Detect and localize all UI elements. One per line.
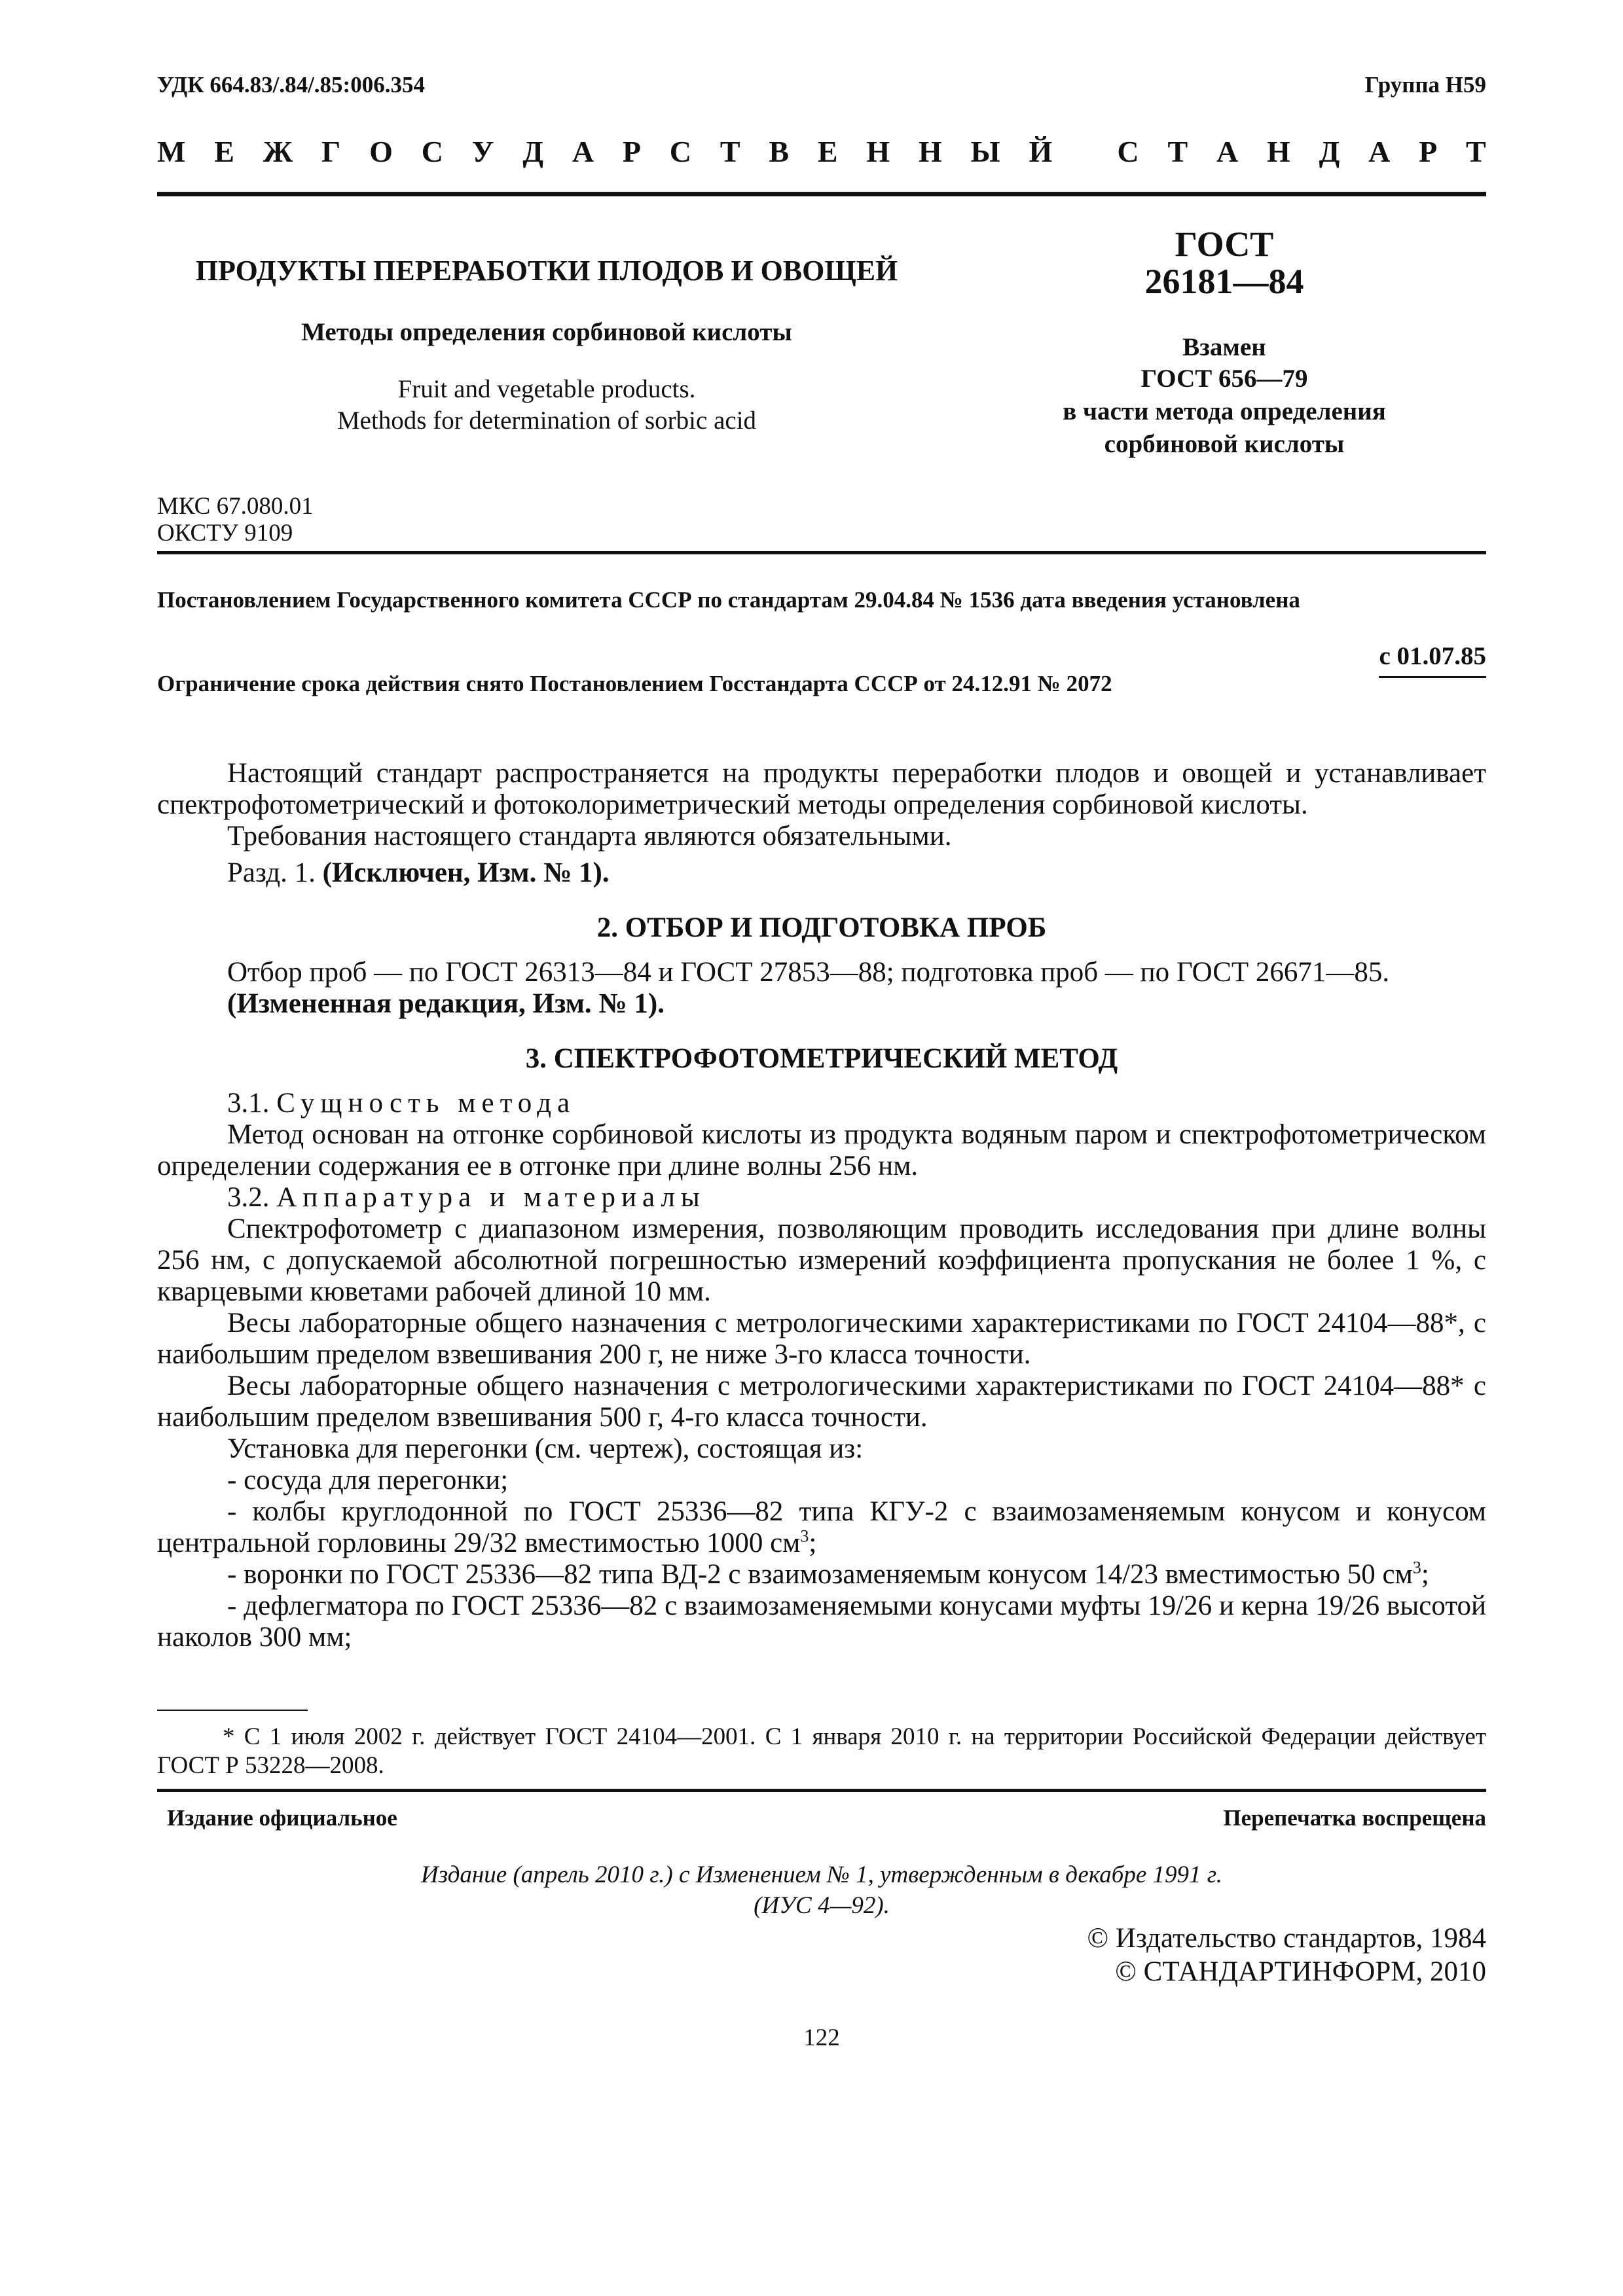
udk-code: УДК 664.83/.84/.85:006.354 — [157, 72, 425, 98]
banner-letter: Д — [522, 135, 543, 168]
banner-letter: М — [157, 135, 186, 168]
replaces-line2: ГОСТ 656—79 — [1140, 365, 1308, 393]
mid-rule — [157, 551, 1486, 554]
section2-heading: 2. ОТБОР И ПОДГОТОВКА ПРОБ — [596, 912, 1047, 943]
top-rule — [157, 192, 1486, 196]
banner-letter: Ы — [970, 135, 1000, 168]
effective-date: с 01.07.85 — [1379, 641, 1486, 678]
banner-letter: В — [769, 135, 790, 168]
copyright-2010: © СТАНДАРТИНФОРМ, 2010 — [1115, 1956, 1486, 1987]
funnel-end: ; — [1421, 1559, 1429, 1590]
banner-letter: А — [1216, 135, 1239, 168]
banner-letter: С — [1117, 135, 1139, 168]
banner-letter: Н — [918, 135, 942, 168]
official-edition: Издание официальное — [167, 1805, 397, 1831]
banner-letter: Е — [214, 135, 234, 168]
installation-paragraph: Установка для перегонки (см. чертеж), состоящая из: — [227, 1433, 864, 1464]
section3-heading: 3. СПЕКТРОФОТОМЕТРИЧЕСКИЙ МЕТОД — [525, 1043, 1118, 1074]
clause-3-1-heading — [157, 1088, 1486, 1119]
mks-code: МКС 67.080.01 — [157, 493, 314, 520]
replaces-line4: сорбиновой кислоты — [1104, 430, 1345, 458]
list-item-dephlegmator: - дефлегматора по ГОСТ 25336—82 с взаимозаменяемыми конусами муфты 19/26 и керна 19/26 высотой наколов 300 мм; — [157, 1590, 1486, 1653]
banner-letter: Т — [1466, 135, 1486, 168]
clause-3-2-heading — [157, 1182, 1486, 1213]
decree-line2: Ограничение срока действия снято Постановлением Госстандарта СССР от 24.12.91 № 2072 — [157, 671, 1112, 696]
banner-letter: Р — [1419, 135, 1438, 168]
intro-paragraph: Настоящий стандарт распространяется на продукты переработки плодов и овощей и устанавливает спектрофотометрический и фотоколориметрический методы определения сорбиновой кислоты. — [157, 758, 1486, 820]
clause-3-1-text: Метод основан на отгонке сорбиновой кислоты из продукта водяным паром и спектрофотометрическом определении содержания ее в отгонке при длине волны 256 нм. — [157, 1119, 1486, 1181]
replaces-line3: в части метода определения — [1063, 397, 1386, 425]
flask-text: - колбы круглодонной по ГОСТ 25336—82 типа КГУ-2 с взаимозаменяемым конусом и конусом центральной горловины 29/32 вместимостью 1000 см — [157, 1496, 1486, 1558]
document-title: ПРОДУКТЫ ПЕРЕРАБОТКИ ПЛОДОВ И ОВОЩЕЙ — [195, 255, 898, 287]
banner-letter: Т — [720, 135, 740, 168]
flask-end: ; — [809, 1528, 817, 1558]
banner-letter: Г — [321, 135, 341, 168]
funnel-text: - воронки по ГОСТ 25336—82 типа ВД-2 с взаимозаменяемым конусом 14/23 вместимостью 50 см — [227, 1559, 1413, 1590]
banner-letter: Р — [622, 135, 641, 168]
scales-paragraph-1: Весы лабораторные общего назначения с метрологическими характеристиками по ГОСТ 24104—88*, с наибольшим пределом взвешивания 200 г, не ниже 3-го класса точности. — [157, 1308, 1486, 1370]
funnel-superscript: 3 — [1412, 1558, 1421, 1577]
banner-letter: Н — [866, 135, 890, 168]
spectrophotometer-paragraph: Спектрофотометр с диапазоном измерения, позволяющим проводить исследования при длине волны 256 нм, с допускаемой абсолютной погрешностью измерений коэффициента пропускания не более 1 %, с кварцевыми кюветами рабочей длиной 10 мм. — [157, 1213, 1486, 1307]
banner-letter: У — [471, 135, 494, 168]
replaces-line1: Взамен — [1182, 333, 1266, 361]
clause-3-1-number: 3.1. — [227, 1088, 277, 1119]
list-item-funnel — [157, 1559, 1486, 1590]
banner-letter — [1081, 134, 1089, 169]
list-item-flask — [157, 1496, 1486, 1559]
copyright-1984: © Издательство стандартов, 1984 — [1087, 1923, 1486, 1954]
scales-paragraph-2: Весы лабораторные общего назначения с метрологическими характеристиками по ГОСТ 24104—88* с наибольшим пределом взвешивания 500 г, 4-го класса точности. — [157, 1371, 1486, 1433]
banner-letter: Ж — [263, 135, 293, 168]
section1-label: Разд. 1. — [227, 857, 323, 888]
okstu-code: ОКСТУ 9109 — [157, 520, 293, 547]
interstate-standard-banner — [157, 134, 1486, 169]
banner-letter: Н — [1267, 135, 1290, 168]
section1-status: (Исключен, Изм. № 1). — [322, 857, 610, 888]
gost-number: 26181—84 — [1144, 262, 1304, 301]
english-title-line1: Fruit and vegetable products. — [397, 375, 696, 403]
banner-letter: С — [669, 135, 692, 168]
body-content — [157, 758, 1486, 1653]
footnote: * С 1 июля 2002 г. действует ГОСТ 24104—2001. С 1 января 2010 г. на территории Российской Федерации действует ГОСТ Р 53228—2008. — [157, 1723, 1486, 1779]
clause-3-2-number: 3.2. — [227, 1182, 277, 1213]
banner-letter: Й — [1029, 135, 1053, 168]
reprint-prohibited: Перепечатка воспрещена — [1223, 1805, 1486, 1831]
banner-letter: Т — [1167, 135, 1188, 168]
edition-info-line2: (ИУС 4—92). — [754, 1892, 890, 1919]
list-item-vessel: - сосуда для перегонки; — [227, 1465, 509, 1496]
banner-letter: О — [369, 135, 393, 168]
footer-rule — [157, 1789, 1486, 1792]
document-subtitle: Методы определения сорбиновой кислоты — [301, 318, 792, 346]
footnote-rule — [157, 1710, 308, 1711]
banner-letter: А — [572, 135, 594, 168]
banner-letter: Д — [1319, 135, 1340, 168]
section2-amendment: (Измененная редакция, Изм. № 1). — [227, 988, 665, 1019]
flask-superscript: 3 — [800, 1526, 809, 1546]
section2-text: Отбор проб — по ГОСТ 26313—84 и ГОСТ 27853—88; подготовка проб — по ГОСТ 26671—85. — [227, 957, 1390, 988]
clause-3-1-title: Сущность метода — [276, 1088, 576, 1119]
mandatory-paragraph: Требования настоящего стандарта являются обязательными. — [227, 821, 952, 852]
banner-letter: Е — [817, 135, 838, 168]
gost-label: ГОСТ — [1175, 224, 1274, 264]
section1-note — [157, 857, 1486, 889]
english-title-line2: Methods for determination of sorbic acid — [337, 406, 757, 435]
page-number: 122 — [803, 2024, 840, 2051]
decree-line1: Постановлением Государственного комитета СССР по стандартам 29.04.84 № 1536 дата введения установлена — [157, 587, 1300, 613]
edition-info-line1: Издание (апрель 2010 г.) с Изменением № 1, утвержденным в декабре 1991 г. — [421, 1861, 1222, 1888]
banner-letter: А — [1368, 135, 1391, 168]
group-code: Группа Н59 — [1364, 72, 1486, 98]
banner-letter: С — [421, 135, 443, 168]
clause-3-2-title: Аппаратура и материалы — [276, 1182, 706, 1213]
